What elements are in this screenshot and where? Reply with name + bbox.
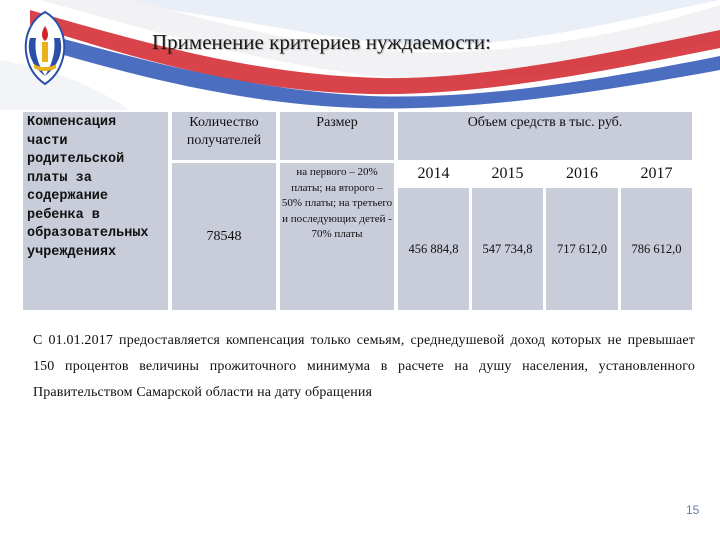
year-cell: 2016 <box>546 163 618 185</box>
year-cell: 2015 <box>472 163 543 185</box>
slide-title: Применение критериев нуждаемости: <box>152 30 491 54</box>
compensation-label-cell: Компенсация части родительской платы за содержание ребенка в образовательных учреждениях <box>23 112 168 310</box>
year-cell: 2017 <box>621 163 692 185</box>
size-value-cell: на первого – 20% платы; на второго – 50% платы; на третьего и последующих детей - 70% платы <box>280 163 394 310</box>
amount-cell: 456 884,8 <box>398 188 469 310</box>
amount-cell: 717 612,0 <box>546 188 618 310</box>
flag-ribbon-decoration <box>0 0 720 110</box>
region-emblem-icon <box>14 8 76 86</box>
year-cell: 2014 <box>398 163 469 185</box>
qty-value: 78548 <box>206 228 242 244</box>
qty-value-cell <box>172 163 276 310</box>
amount-cell: 547 734,8 <box>472 188 543 310</box>
amount-cell: 786 612,0 <box>621 188 692 310</box>
page-number: 15 <box>686 503 700 517</box>
volume-header: Объем средств в тыс. руб. <box>398 112 692 160</box>
size-header: Размер <box>280 112 394 160</box>
eligibility-note: С 01.01.2017 предоставляется компенсация только семьям, среднедушевой доход которых не превышает 150 процентов величины прожиточного минимума в расчете на душу населения, установленного Правительством Самарской области на дату обращения <box>33 333 695 400</box>
qty-header: Количество получателей <box>172 112 276 160</box>
